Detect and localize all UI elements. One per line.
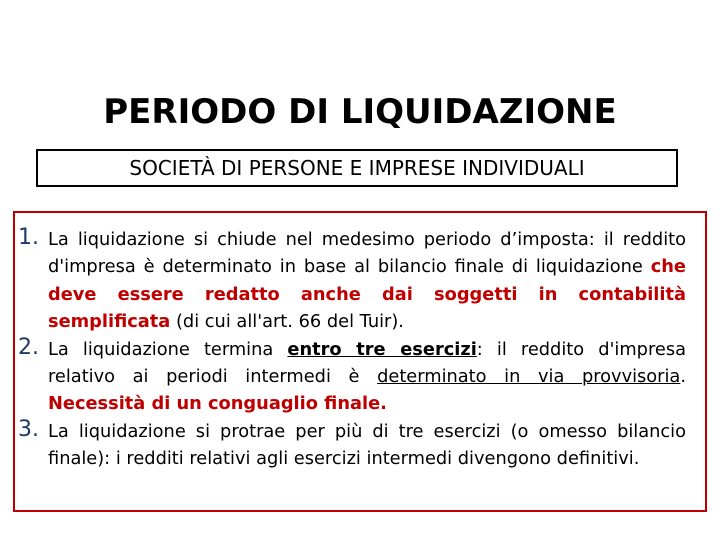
- item-text: La liquidazione si chiude nel medesimo periodo d’imposta: il reddito d'impresa è determinato in base al bilancio finale di liquidazione: [48, 229, 686, 278]
- item-text: .: [680, 366, 686, 388]
- item-underlined: determinato in via provvisoria: [377, 366, 681, 388]
- list-item-3: [18, 418, 686, 473]
- item-highlight: che deve essere redatto anche dai soggetti in contabilità semplificata: [48, 256, 686, 333]
- item-highlight: Necessità di un conguaglio finale.: [48, 393, 387, 415]
- subtitle: SOCIETÀ DI PERSONE E IMPRESE INDIVIDUALI: [129, 156, 585, 180]
- list-number: 3.: [18, 416, 39, 442]
- list-item-2: [18, 336, 686, 418]
- item-text: : il reddito d'impresa relativo ai periodi intermedi è: [48, 338, 686, 388]
- page-title: PERIODO DI LIQUIDAZIONE: [103, 92, 617, 132]
- item-emphasis: entro tre esercizi: [287, 338, 477, 360]
- list-item-1: [18, 226, 686, 336]
- list-number: 1.: [18, 225, 39, 250]
- subtitle-box: [36, 149, 678, 187]
- numbered-list: [18, 226, 686, 473]
- item-text: (di cui all'art. 66 del Tuir).: [170, 311, 404, 333]
- list-number: 2.: [18, 334, 39, 360]
- item-text: La liquidazione termina: [48, 338, 288, 360]
- item-text: La liquidazione si protrae per più di tre esercizi (o omesso bilancio finale): i redditi relativi agli esercizi intermedi divengono definitivi.: [48, 420, 686, 470]
